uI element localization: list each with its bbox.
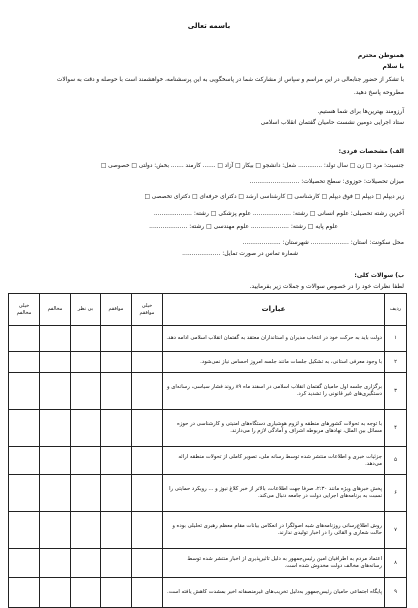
- phone-line: شماره تماس در صورت تمایل: ....................: [182, 250, 298, 257]
- answer-cell[interactable]: [9, 578, 40, 608]
- row-statement: دولت باید به حرکت خود در انتخاب مدیران و استانداران معتقد به گفتمان انقلاب اسلامی ادامه دهد.: [163, 326, 385, 352]
- answer-cell[interactable]: [101, 410, 132, 447]
- answer-cell[interactable]: [71, 352, 101, 373]
- answer-cell[interactable]: [132, 549, 163, 578]
- intro-line-2: مطروحه پاسخ دهید.: [353, 89, 404, 96]
- row-number: ۲: [385, 352, 407, 373]
- greeting-line-1: همنوطن محترم: [357, 52, 404, 59]
- answer-cell[interactable]: [71, 447, 101, 475]
- gender-job-line: جنسیت: مرد □ زن □ سال تولد: ............. شغل: دانشجو □ بیکار □ آزاد □ ....... کارمند ....... بخش: دولتی □ خصوصی □: [100, 163, 404, 169]
- answer-cell[interactable]: [71, 578, 101, 608]
- answer-cell[interactable]: [9, 475, 40, 512]
- residence-line: محل سکونت: استان: .................... شهرستان: ....................: [242, 239, 404, 246]
- answer-cell[interactable]: [132, 326, 163, 352]
- answer-cell[interactable]: [9, 512, 40, 549]
- row-statement: جزئیات خبری و اطلاعات منتشر شده توسط رسانه ملی، تصویر کاملی از تحولات منطقه ارائه می‌دهد.: [163, 447, 385, 475]
- greeting-line-2: با سلام: [382, 63, 404, 70]
- header-row-number: ردیف: [385, 294, 407, 326]
- answer-cell[interactable]: [101, 549, 132, 578]
- answer-cell[interactable]: [40, 326, 71, 352]
- page-heading: باسمه تعالی: [187, 22, 231, 30]
- table-row: [9, 410, 407, 447]
- answer-cell[interactable]: [40, 352, 71, 373]
- answer-cell[interactable]: [40, 578, 71, 608]
- row-statement: پخش خبرهای ویژه مانند ۲:۳۰، صرفا جهت اطلاعات، بالاتر از خبر کلاغ نیوز و ... رویکرد حمایتی را نسبت به برنامه‌های اجرایی دولت در جامعه دنبال می‌کند.: [163, 475, 385, 512]
- row-statement: روش اطلاع‌رسانی روزنامه‌های شبه اصولگرا در انعکاس بیانات مقام معظم رهبری تحلیلی بوده و حالت شعاری و القائی را در اخبار تولیدی ندارند.: [163, 512, 385, 549]
- answer-cell[interactable]: [9, 326, 40, 352]
- table-header-row: [9, 294, 407, 326]
- table-row: [9, 447, 407, 475]
- table-row: [9, 326, 407, 352]
- answer-cell[interactable]: [101, 326, 132, 352]
- answer-cell[interactable]: [132, 447, 163, 475]
- section-a-title: الف) مشخصات فردی:: [338, 148, 404, 155]
- table-row: [9, 549, 407, 578]
- answer-cell[interactable]: [101, 512, 132, 549]
- row-number: ۹: [385, 578, 407, 608]
- answer-cell[interactable]: [132, 352, 163, 373]
- row-statement: با وجود معرفی استانی، به تشکیل جلسات مانند جلسه امروز احساس نیاز نمی‌شود.: [163, 352, 385, 373]
- answer-cell[interactable]: [71, 475, 101, 512]
- signature-line: ستاد اجرایی دومین نشست حامیان گفتمان انقلاب اسلامی: [260, 119, 404, 126]
- answer-cell[interactable]: [9, 373, 40, 410]
- questions-table: [8, 293, 407, 608]
- table-row: [9, 475, 407, 512]
- answer-cell[interactable]: [40, 549, 71, 578]
- row-number: ۵: [385, 447, 407, 475]
- row-statement: با توجه به تحولات کشورهای منطقه و لزوم هوشیاری دستگاه‌های امنیتی و کارشناسی در حوزه مسائل بین الملل، نهادهای مربوطه اشراف و آمادگی لازم را می‌دارند.: [163, 410, 385, 447]
- study-field-line: آخرین رشته تحصیلی: علوم انسانی □ رشته: .................... علوم پزشکی □ رشته: ....................: [153, 210, 404, 217]
- answer-cell[interactable]: [9, 352, 40, 373]
- row-statement: پایگاه اجتماعی حامیان رئیس‌جمهور به‌دلیل تخریب‌های غیرمنصفانه اخیر بمشدت کاهش یافته است.: [163, 578, 385, 608]
- answer-cell[interactable]: [132, 410, 163, 447]
- answer-cell[interactable]: [71, 373, 101, 410]
- row-statement: اعتماد مردم به اطرافیان امین رئیس‌جمهور به دلیل تاثیرپذیری از اخبار منتشر شده توسط رسانه‌های مخالف دولت مخدوش شده است.: [163, 549, 385, 578]
- row-statement: برگزاری جلسه اول حامیان گفتمان انقلاب اسلامی در اسفند ماه ۸۹ روند فشار سیاسی، رسانه‌ای و دستگیری‌های غیر قانونی را تشدید کرد.: [163, 373, 385, 410]
- row-number: ۶: [385, 475, 407, 512]
- answer-cell[interactable]: [101, 578, 132, 608]
- answer-cell[interactable]: [132, 373, 163, 410]
- answer-cell[interactable]: [40, 373, 71, 410]
- answer-cell[interactable]: [132, 475, 163, 512]
- row-number: ۷: [385, 512, 407, 549]
- intro-line-1: با تشکر از حضور جنابعالی در این مراسم و سپاس از مشارکت شما در پاسخگویی به این پرسشنامه، خواهشمند است با حوصله و دقت به سوالات: [56, 77, 404, 83]
- education-level-line: زیر دیپلم □ دیپلم □ فوق دیپلم □ کارشناسی □ کارشناسی ارشد □ دکترای حرفه‌ای □ دکترای تخصصی □: [144, 194, 404, 200]
- answer-cell[interactable]: [101, 447, 132, 475]
- answer-cell[interactable]: [40, 512, 71, 549]
- answer-cell[interactable]: [132, 578, 163, 608]
- answer-cell[interactable]: [40, 475, 71, 512]
- row-number: ۳: [385, 373, 407, 410]
- wish-line: آرزومند بهترین‌ها برای شما هستیم.: [317, 108, 404, 115]
- answer-cell[interactable]: [71, 410, 101, 447]
- header-neutral: بی نظر: [71, 294, 101, 326]
- table-row: [9, 373, 407, 410]
- answer-cell[interactable]: [71, 326, 101, 352]
- table-row: [9, 578, 407, 608]
- answer-cell[interactable]: [101, 475, 132, 512]
- education-title: میزان تحصیلات: حوزوی: سطح تحصیلات: ..........................: [249, 178, 404, 185]
- answer-cell[interactable]: [101, 352, 132, 373]
- answer-cell[interactable]: [71, 512, 101, 549]
- row-number: ۱: [385, 326, 407, 352]
- section-b-title: ب) سوالات کلی:: [354, 272, 404, 279]
- section-b-instruction: لطفا نظرات خود را در خصوص سوالات و جملات زیر بفرمایید.: [249, 283, 404, 290]
- answer-cell[interactable]: [40, 410, 71, 447]
- answer-cell[interactable]: [9, 447, 40, 475]
- row-number: ۸: [385, 549, 407, 578]
- table-row: [9, 512, 407, 549]
- table-row: [9, 352, 407, 373]
- answer-cell[interactable]: [101, 373, 132, 410]
- header-agree: موافقم: [101, 294, 132, 326]
- header-strongly-disagree: خیلی مخالفم: [9, 294, 40, 326]
- study-field-line-2: علوم پایه □ رشته: .................... علوم مهندسی □ رشته: ....................: [149, 223, 338, 230]
- answer-cell[interactable]: [9, 410, 40, 447]
- answer-cell[interactable]: [40, 447, 71, 475]
- answer-cell[interactable]: [132, 512, 163, 549]
- answer-cell[interactable]: [71, 549, 101, 578]
- answer-cell[interactable]: [9, 549, 40, 578]
- header-disagree: مخالفم: [40, 294, 71, 326]
- header-strongly-agree: خیلی موافقم: [132, 294, 163, 326]
- header-item: عبارات: [163, 294, 385, 326]
- row-number: ۴: [385, 410, 407, 447]
